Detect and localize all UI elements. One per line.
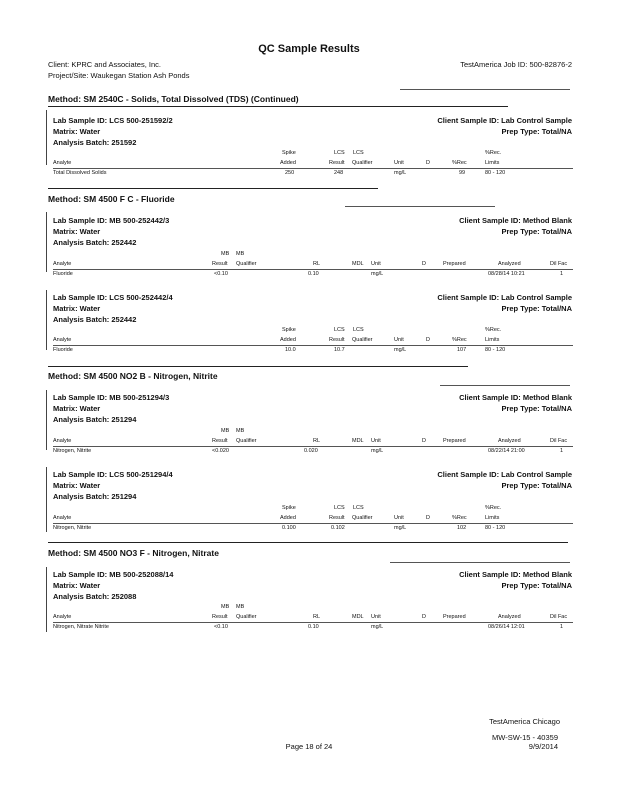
matrix: Matrix: Water	[53, 304, 101, 313]
table-header-rule	[53, 345, 573, 346]
cell-rl: 0.10	[308, 624, 319, 630]
client-sample-id: Client Sample ID: Lab Control Sample	[437, 293, 572, 302]
margin-rule	[46, 110, 47, 165]
client-sample-id: Client Sample ID: Lab Control Sample	[437, 470, 572, 479]
cell-unit: mg/L	[394, 347, 407, 353]
col-analyte: Analyte	[53, 614, 72, 620]
col-unit: Unit	[371, 261, 381, 267]
cell-added: 0.100	[282, 525, 296, 531]
table-header-rule	[53, 523, 573, 524]
analysis-batch: Analysis Batch: 251592	[53, 138, 137, 147]
matrix: Matrix: Water	[53, 227, 101, 236]
col-head-lcs: LCS	[334, 327, 345, 333]
col-result: Result	[212, 614, 228, 620]
cell-rec: 102	[457, 525, 467, 531]
cell-result: <0.10	[214, 271, 228, 277]
lab-sample-id: Lab Sample ID: MB 500-252088/14	[53, 570, 174, 579]
margin-rule	[46, 467, 47, 532]
col-d: D	[426, 337, 430, 343]
col-analyte: Analyte	[53, 438, 72, 444]
col-unit: Unit	[371, 438, 381, 444]
col-dil-fac: Dil Fac	[550, 438, 568, 444]
analysis-batch: Analysis Batch: 252442	[53, 238, 137, 247]
margin-rule	[46, 390, 47, 450]
cell-analyte: Nitrogen, Nitrate Nitrite	[53, 624, 109, 630]
cell-dil-fac: 1	[560, 624, 564, 630]
col-result: Result	[329, 337, 345, 343]
col-qualifier: Qualifier	[352, 337, 373, 343]
table-header-rule	[53, 168, 573, 169]
lab-sample-id: Lab Sample ID: LCS 500-251294/4	[53, 470, 173, 479]
col-rec: %Rec	[452, 337, 467, 343]
divider	[440, 385, 570, 386]
margin-rule	[46, 212, 47, 272]
col-head-rec: %Rec.	[485, 505, 502, 511]
prep-type: Prep Type: Total/NA	[501, 304, 572, 313]
cell-dil-fac: 1	[560, 448, 564, 454]
divider	[345, 206, 495, 207]
analysis-batch: Analysis Batch: 252088	[53, 592, 137, 601]
cell-rec: 99	[459, 170, 466, 176]
col-d: D	[422, 438, 426, 444]
table-header-rule	[53, 269, 573, 270]
cell-analyte: Fluoride	[53, 271, 73, 277]
col-head-rec: %Rec.	[485, 150, 502, 156]
method-heading-fluoride: Method: SM 4500 F C - Fluoride	[48, 194, 175, 204]
cell-unit: mg/L	[394, 170, 407, 176]
cell-unit: mg/L	[371, 271, 384, 277]
cell-result: 248	[334, 170, 344, 176]
col-head-lcs: LCS	[353, 150, 364, 156]
col-unit: Unit	[394, 337, 404, 343]
method-heading-nitrite: Method: SM 4500 NO2 B - Nitrogen, Nitrite	[48, 371, 218, 381]
cell-rl: 0.10	[308, 271, 319, 277]
col-head-mb: MB	[236, 604, 245, 610]
col-qualifier: Qualifier	[352, 515, 373, 521]
col-dil-fac: Dil Fac	[550, 261, 568, 267]
prep-type: Prep Type: Total/NA	[501, 404, 572, 413]
cell-added: 10.0	[285, 347, 296, 353]
col-result: Result	[212, 438, 228, 444]
col-qualifier: Qualifier	[236, 614, 257, 620]
cell-limits: 80 - 120	[485, 347, 506, 353]
cell-limits: 80 - 120	[485, 170, 506, 176]
prep-type: Prep Type: Total/NA	[501, 227, 572, 236]
analysis-batch: Analysis Batch: 251294	[53, 415, 137, 424]
col-limits: Limits	[485, 337, 500, 343]
prep-type: Prep Type: Total/NA	[501, 481, 572, 490]
col-rl: RL	[313, 261, 321, 267]
page-title: QC Sample Results	[258, 43, 360, 55]
col-analyzed: Analyzed	[498, 438, 521, 444]
divider	[400, 89, 570, 90]
cell-analyte: Fluoride	[53, 347, 73, 353]
cell-limits: 80 - 120	[485, 525, 506, 531]
col-mdl: MDL	[352, 261, 364, 267]
divider	[48, 188, 378, 189]
col-added: Added	[280, 160, 296, 166]
col-limits: Limits	[485, 160, 500, 166]
cell-result: 0.102	[331, 525, 345, 531]
col-head-mb: MB	[221, 604, 230, 610]
prep-type: Prep Type: Total/NA	[501, 581, 572, 590]
analysis-batch: Analysis Batch: 252442	[53, 315, 137, 324]
margin-rule	[46, 290, 47, 350]
lab-sample-id: Lab Sample ID: MB 500-251294/3	[53, 393, 170, 402]
col-head-mb: MB	[221, 251, 230, 257]
cell-unit: mg/L	[394, 525, 407, 531]
lab-sample-id: Lab Sample ID: LCS 500-252442/4	[53, 293, 173, 302]
col-analyte: Analyte	[53, 337, 72, 343]
col-unit: Unit	[371, 614, 381, 620]
col-added: Added	[280, 337, 296, 343]
cell-result: <0.020	[212, 448, 229, 454]
margin-rule	[46, 567, 47, 632]
col-d: D	[426, 160, 430, 166]
cell-analyzed: 08/28/14 10:21	[488, 271, 525, 277]
cell-analyzed: 08/22/14 21:00	[488, 448, 525, 454]
col-limits: Limits	[485, 515, 500, 521]
col-prepared: Prepared	[443, 438, 466, 444]
col-unit: Unit	[394, 160, 404, 166]
col-head-lcs: LCS	[353, 505, 364, 511]
lab-sample-id: Lab Sample ID: MB 500-252442/3	[53, 216, 170, 225]
method-heading-tds: Method: SM 2540C - Solids, Total Dissolved (TDS) (Continued)	[48, 94, 299, 104]
report-date: 9/9/2014	[528, 742, 558, 751]
col-head-mb: MB	[236, 428, 245, 434]
col-result: Result	[212, 261, 228, 267]
col-analyzed: Analyzed	[498, 614, 521, 620]
col-head-lcs: LCS	[334, 150, 345, 156]
cell-unit: mg/L	[371, 448, 384, 454]
col-result: Result	[329, 160, 345, 166]
divider	[390, 562, 570, 563]
cell-result: <0.10	[214, 624, 228, 630]
col-prepared: Prepared	[443, 614, 466, 620]
col-head-lcs: LCS	[334, 505, 345, 511]
cell-rl: 0.020	[304, 448, 318, 454]
col-head-mb: MB	[236, 251, 245, 257]
page-number: Page 18 of 24	[285, 742, 333, 751]
method-heading-nitrate: Method: SM 4500 NO3 F - Nitrogen, Nitrate	[48, 548, 219, 558]
col-d: D	[422, 261, 426, 267]
col-prepared: Prepared	[443, 261, 466, 267]
matrix: Matrix: Water	[53, 481, 101, 490]
table-header-rule	[53, 446, 573, 447]
col-added: Added	[280, 515, 296, 521]
col-qualifier: Qualifier	[352, 160, 373, 166]
client-sample-id: Client Sample ID: Method Blank	[459, 570, 572, 579]
job-id: TestAmerica Job ID: 500-82876-2	[460, 60, 572, 69]
col-head-mb: MB	[221, 428, 230, 434]
col-head-rec: %Rec.	[485, 327, 502, 333]
col-rec: %Rec	[452, 515, 467, 521]
col-rl: RL	[313, 438, 321, 444]
col-unit: Unit	[394, 515, 404, 521]
divider	[48, 366, 468, 367]
cell-analyte: Total Dissolved Solids	[53, 170, 107, 176]
col-analyte: Analyte	[53, 515, 72, 521]
cell-result: 10.7	[334, 347, 345, 353]
table-header-rule	[53, 622, 573, 623]
project-site: Project/Site: Waukegan Station Ash Ponds	[48, 71, 190, 80]
col-head-spike: Spike	[282, 505, 296, 511]
cell-analyte: Nitrogen, Nitrite	[53, 448, 92, 454]
analysis-batch: Analysis Batch: 251294	[53, 492, 137, 501]
matrix: Matrix: Water	[53, 404, 101, 413]
col-rec: %Rec	[452, 160, 467, 166]
col-d: D	[422, 614, 426, 620]
divider	[48, 106, 508, 107]
doc-id: MW-SW-15 - 40359	[492, 733, 558, 742]
lab-sample-id: Lab Sample ID: LCS 500-251592/2	[53, 116, 173, 125]
col-head-spike: Spike	[282, 150, 296, 156]
divider	[48, 542, 568, 543]
col-qualifier: Qualifier	[236, 261, 257, 267]
client-sample-id: Client Sample ID: Method Blank	[459, 216, 572, 225]
col-rl: RL	[313, 614, 321, 620]
col-head-spike: Spike	[282, 327, 296, 333]
cell-analyzed: 08/26/14 12:01	[488, 624, 525, 630]
footer-company: TestAmerica Chicago	[489, 717, 560, 726]
matrix: Matrix: Water	[53, 127, 101, 136]
col-analyte: Analyte	[53, 160, 72, 166]
col-qualifier: Qualifier	[236, 438, 257, 444]
cell-analyte: Nitrogen, Nitrite	[53, 525, 92, 531]
col-analyte: Analyte	[53, 261, 72, 267]
col-dil-fac: Dil Fac	[550, 614, 568, 620]
client-name: Client: KPRC and Associates, Inc.	[48, 60, 161, 69]
col-mdl: MDL	[352, 614, 364, 620]
cell-added: 250	[285, 170, 295, 176]
cell-unit: mg/L	[371, 624, 384, 630]
cell-rec: 107	[457, 347, 467, 353]
matrix: Matrix: Water	[53, 581, 101, 590]
prep-type: Prep Type: Total/NA	[501, 127, 572, 136]
col-analyzed: Analyzed	[498, 261, 521, 267]
client-sample-id: Client Sample ID: Lab Control Sample	[437, 116, 572, 125]
col-result: Result	[329, 515, 345, 521]
cell-dil-fac: 1	[560, 271, 564, 277]
col-d: D	[426, 515, 430, 521]
client-sample-id: Client Sample ID: Method Blank	[459, 393, 572, 402]
col-head-lcs: LCS	[353, 327, 364, 333]
col-mdl: MDL	[352, 438, 364, 444]
